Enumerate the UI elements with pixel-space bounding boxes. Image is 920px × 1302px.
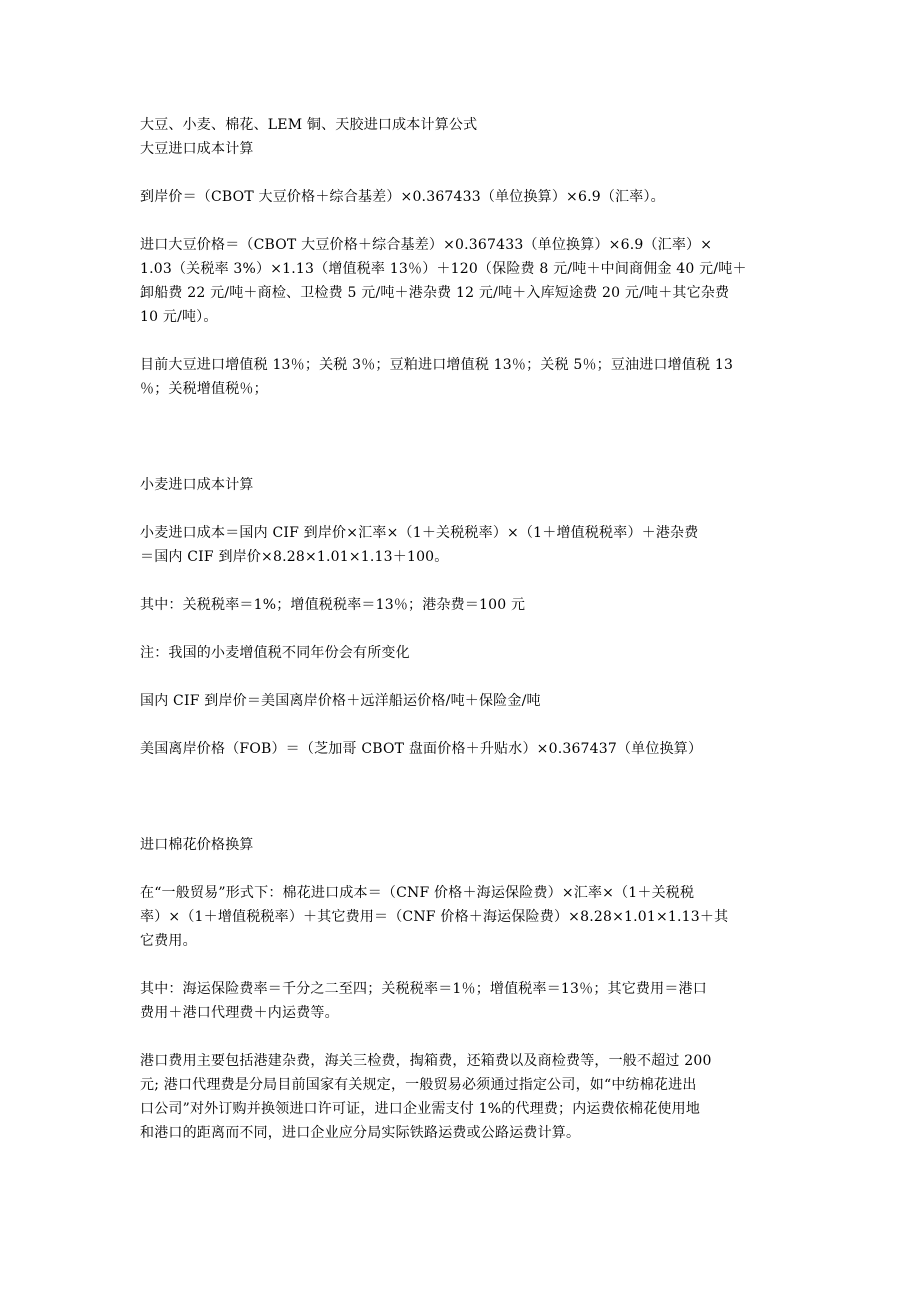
cotton-rates-line-1: 其中：海运保险费率＝千分之二至四；关税税率＝1％；增值税率＝13％；其它费用＝港口 — [140, 981, 707, 997]
section-heading-soybean: 大豆进口成本计算 — [140, 141, 254, 157]
soybean-price-formula-line-3: 卸船费 22 元/吨＋商检、卫检费 5 元/吨＋港杂费 12 元/吨＋入库短途费 20 元/吨＋其它杂费 — [140, 285, 730, 301]
cotton-port-fees-line-4: 和港口的距离而不同，进口企业应分局实际铁路运费或公路运费计算。 — [140, 1125, 581, 1141]
cotton-port-fees-line-2: 元; 港口代理费是分局目前国家有关规定，一般贸易必须通过指定公司，如“中纺棉花进出 — [140, 1077, 697, 1093]
soybean-price-formula-line-2: 1.03（关税率 3%）×1.13（增值税率 13％）＋120（保险费 8 元/吨＋中间商佣金 40 元/吨＋ — [140, 261, 747, 277]
wheat-cif-formula: 国内 CIF 到岸价＝美国离岸价格＋远洋船运价格/吨＋保险金/吨 — [140, 693, 541, 709]
cotton-rates-line-2: 费用＋港口代理费＋内运费等。 — [140, 1005, 339, 1021]
wheat-fob-formula: 美国离岸价格（FOB）＝（芝加哥 CBOT 盘面价格＋升贴水）×0.367437（单位换算） — [140, 741, 703, 757]
cotton-cost-formula-line-1: 在“一般贸易”形式下：棉花进口成本＝（CNF 价格＋海运保险费）×汇率×（1＋关税税 — [140, 885, 695, 901]
soybean-tax-rates-line-1: 目前大豆进口增值税 13％；关税 3％；豆粕进口增值税 13％；关税 5％；豆油进口增值税 13 — [140, 357, 734, 373]
wheat-cost-formula-line-1: 小麦进口成本＝国内 CIF 到岸价×汇率×（1＋关税税率）×（1＋增值税税率）＋港杂费 — [140, 525, 699, 541]
cotton-port-fees-line-1: 港口费用主要包括港建杂费，海关三检费，掏箱费，还箱费以及商检费等，一般不超过 200 — [140, 1053, 712, 1069]
soybean-price-formula-line-4: 10 元/吨）。 — [140, 309, 218, 325]
wheat-note: 注：我国的小麦增值税不同年份会有所变化 — [140, 645, 410, 661]
soybean-cif-formula: 到岸价＝（CBOT 大豆价格＋综合基差）×0.367433（单位换算）×6.9（汇率）。 — [140, 189, 665, 205]
wheat-cost-formula-line-2: ＝国内 CIF 到岸价×8.28×1.01×1.13＋100。 — [140, 549, 449, 565]
document-title: 大豆、小麦、棉花、LEM 铜、天胶进口成本计算公式 — [140, 117, 478, 133]
section-heading-cotton: 进口棉花价格换算 — [140, 837, 254, 853]
section-heading-wheat: 小麦进口成本计算 — [140, 477, 254, 493]
soybean-tax-rates-line-2: ％；关税增值税％； — [140, 381, 268, 397]
soybean-price-formula-line-1: 进口大豆价格＝（CBOT 大豆价格＋综合基差）×0.367433（单位换算）×6.9（汇率）× — [140, 237, 713, 253]
cotton-cost-formula-line-3: 它费用。 — [140, 933, 197, 949]
cotton-cost-formula-line-2: 率）×（1＋增值税税率）＋其它费用＝（CNF 价格＋海运保险费）×8.28×1.01×1.13＋其 — [140, 909, 729, 925]
wheat-rates: 其中：关税税率＝1%；增值税税率＝13％；港杂费＝100 元 — [140, 597, 526, 613]
cotton-port-fees-line-3: 口公司”对外订购并换领进口许可证，进口企业需支付 1%的代理费；内运费依棉花使用地 — [140, 1101, 701, 1117]
